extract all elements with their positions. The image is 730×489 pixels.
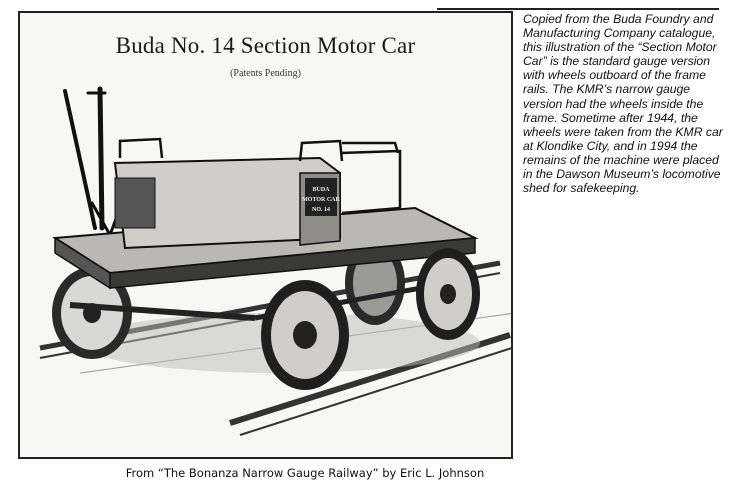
engine-housing xyxy=(115,158,341,248)
caption-text: Copied from the Buda Foundry and Manufacturing Company catalogue, this illustration of the “Section Motor Car” is the standard gauge version with wheels outboard of the frame rails. The KMR’s narrow gauge version had the wheels inside the frame. Sometime after 1944, the wheels were taken from the KMR car at Klondike City, and in 1994 the remains of the machine were placed in the Dawson Museum’s locomotive shed for safekeeping. xyxy=(523,12,723,196)
plate-line-2: MOTOR CAR xyxy=(302,197,340,203)
wheel-front-left xyxy=(261,280,349,390)
plate-line-1: BUDA xyxy=(312,187,330,193)
top-rule xyxy=(437,8,719,10)
wheel-front-right xyxy=(416,248,480,340)
plate-line-3: NO. 14 xyxy=(312,207,330,213)
figure-subtitle: (Patents Pending) xyxy=(230,68,301,79)
control-levers xyxy=(65,89,120,235)
source-credit: From “The Bonanza Narrow Gauge Railway” by Eric L. Johnson xyxy=(125,466,485,480)
motor-car-illustration xyxy=(20,13,513,459)
figure-frame xyxy=(18,11,513,459)
figure-title: Buda No. 14 Section Motor Car xyxy=(115,33,416,58)
